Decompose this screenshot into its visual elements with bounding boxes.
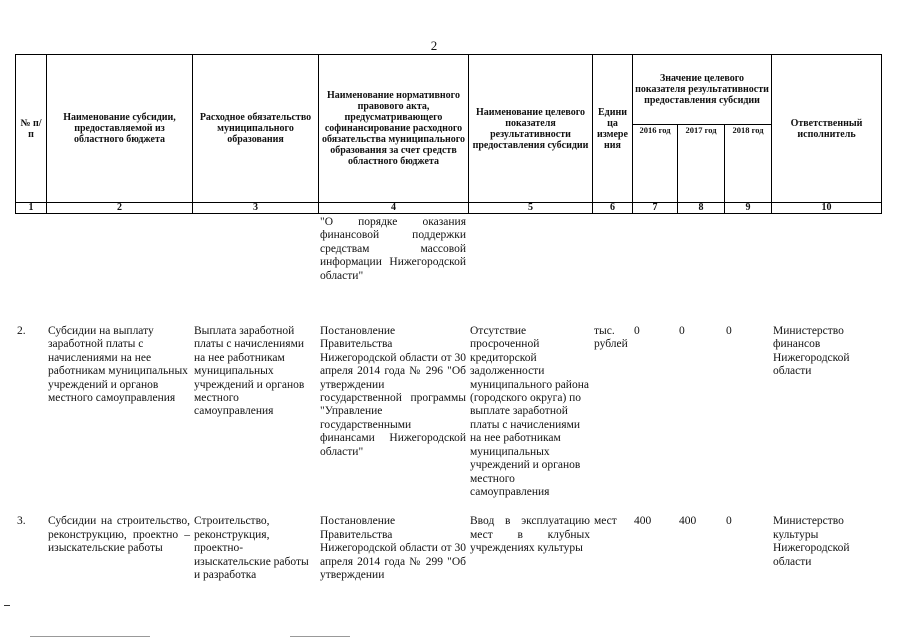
col-number: 3 xyxy=(193,203,319,214)
col-number: 1 xyxy=(16,203,47,214)
col-number: 9 xyxy=(725,203,772,214)
table-row xyxy=(15,515,881,582)
header-unit: Едини ца измере ния xyxy=(593,55,633,203)
row-unit: тыс. рублей xyxy=(594,325,628,351)
col-number: 2 xyxy=(47,203,193,214)
row-act: Постановление Правительства Нижегородской области от 30 апреля 2014 года № 299 "Об утверждении xyxy=(320,515,466,581)
col-number: 7 xyxy=(633,203,678,214)
row-value-2018: 0 xyxy=(726,325,732,338)
margin-mark xyxy=(4,605,10,606)
row-value-2017: 400 xyxy=(679,515,697,528)
header-indicator: Наименование целевого показателя результативности предоставления субсидии xyxy=(469,55,593,203)
table-row-continuation xyxy=(15,216,881,283)
header-num: № п/п xyxy=(16,55,47,203)
row-executor: Министерство культуры Нижегородской области xyxy=(773,515,850,568)
row-executor: Министерство финансов Нижегородской области xyxy=(773,325,850,378)
header-subsidy: Наименование субсидии, предоставляемой из областного бюджета xyxy=(47,55,193,203)
row-value-2017: 0 xyxy=(679,325,685,338)
row-subsidy: Субсидии на строительство, реконструкцию, проектно – изыскательские работы xyxy=(48,515,190,555)
row-value-2016: 400 xyxy=(634,515,652,528)
scan-artifact-line xyxy=(290,636,350,637)
row-num: 3. xyxy=(17,515,26,528)
page-number: 2 xyxy=(430,38,438,53)
row-indicator: Отсутствие просроченной кредиторской задолженности муниципального района (городского округа) по выплате заработной платы с начислениями на нее работникам муниципальных учреждений и органов местного самоуправления xyxy=(470,325,589,498)
header-obligation: Расходное обязательство муниципального образования xyxy=(193,55,319,203)
row-obligation: Выплата заработной платы с начислениями на нее работникам муниципальных учреждений и органов местного самоуправления xyxy=(194,325,305,418)
row-indicator: Ввод в эксплуатацию мест в клубных учреждениях культуры xyxy=(470,515,590,555)
row-value-2016: 0 xyxy=(634,325,640,338)
scan-artifact-line xyxy=(30,636,150,637)
col-number: 10 xyxy=(772,203,882,214)
header-executor: Ответственный исполнитель xyxy=(772,55,882,203)
col-number: 4 xyxy=(319,203,469,214)
table-header xyxy=(15,54,882,214)
row-subsidy: Субсидии на выплату заработной платы с начислениями на нее работникам муниципальных учреждений и органов местного самоуправления xyxy=(48,325,188,405)
col-number: 5 xyxy=(469,203,593,214)
table-body xyxy=(15,216,881,582)
col-number: 6 xyxy=(593,203,633,214)
row-unit: мест xyxy=(594,515,617,528)
header-2016: 2016 год xyxy=(633,125,678,203)
act-continuation: "О порядке оказания финансовой поддержки средствам массовой информации Нижегородской области" xyxy=(320,216,466,282)
header-value-group: Значение целевого показателя результативности предоставления субсидии xyxy=(633,55,772,125)
header-2017: 2017 год xyxy=(678,125,725,203)
row-obligation: Строительство, реконструкция, проектно-изыскательские работы и разработка xyxy=(194,515,309,581)
table-row xyxy=(15,325,881,499)
header-act: Наименование нормативного правового акта, предусматривающего софинансирование расходного обязательства муниципального образования за счет средств областного бюджета xyxy=(319,55,469,203)
row-act: Постановление Правительства Нижегородской области от 30 апреля 2014 года № 296 "Об утверждении государственной программы "Управление государственными финансами Нижегородской области" xyxy=(320,325,466,458)
col-number: 8 xyxy=(678,203,725,214)
row-value-2018: 0 xyxy=(726,515,732,528)
header-2018: 2018 год xyxy=(725,125,772,203)
row-num: 2. xyxy=(17,325,26,338)
